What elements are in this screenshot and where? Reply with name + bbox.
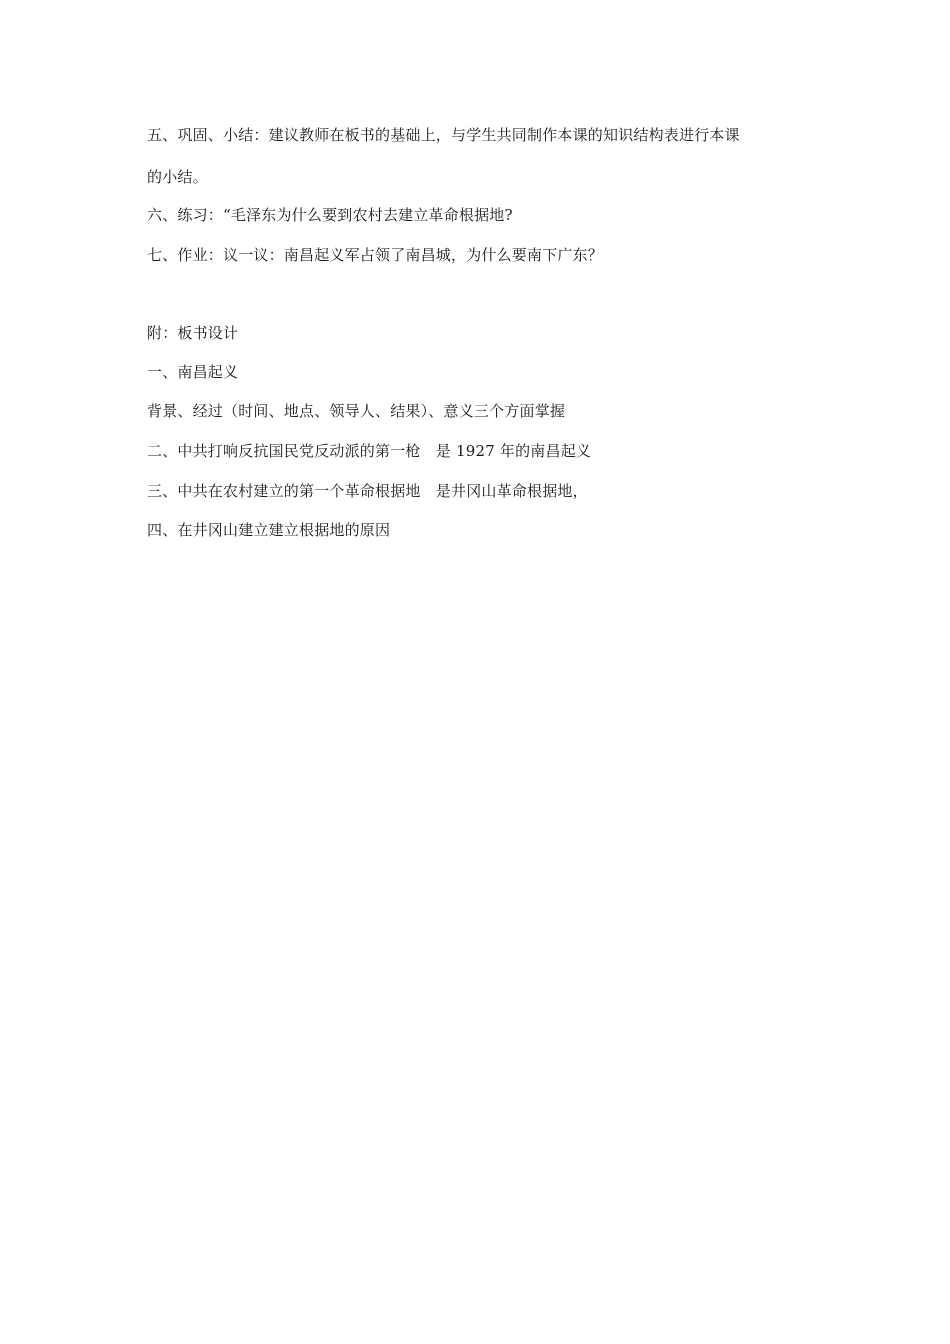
board-item-4: 四、在井冈山建立建立根据地的原因 xyxy=(147,521,391,539)
summary-line-continued: 的小结。 xyxy=(147,168,208,186)
board-item-1: 一、南昌起义 xyxy=(147,363,239,381)
board-item-2: 二、中共打响反抗国民党反动派的第一枪 是 1927 年的南昌起义 xyxy=(147,442,592,460)
board-item-1-detail: 背景、经过（时间、地点、领导人、结果）、意义三个方面掌握 xyxy=(147,402,566,420)
exercise-line: 六、练习：“毛泽东为什么要到农村去建立革命根据地? xyxy=(147,206,513,224)
appendix-heading: 附：板书设计 xyxy=(147,324,239,342)
board-item-3: 三、中共在农村建立的第一个革命根据地 是井冈山革命根据地， xyxy=(147,482,588,500)
homework-line: 七、作业：议一议：南昌起义军占领了南昌城，为什么要南下广东？ xyxy=(147,246,604,264)
summary-line: 五、巩固、小结：建议教师在板书的基础上，与学生共同制作本课的知识结构表进行本课 xyxy=(147,126,740,144)
